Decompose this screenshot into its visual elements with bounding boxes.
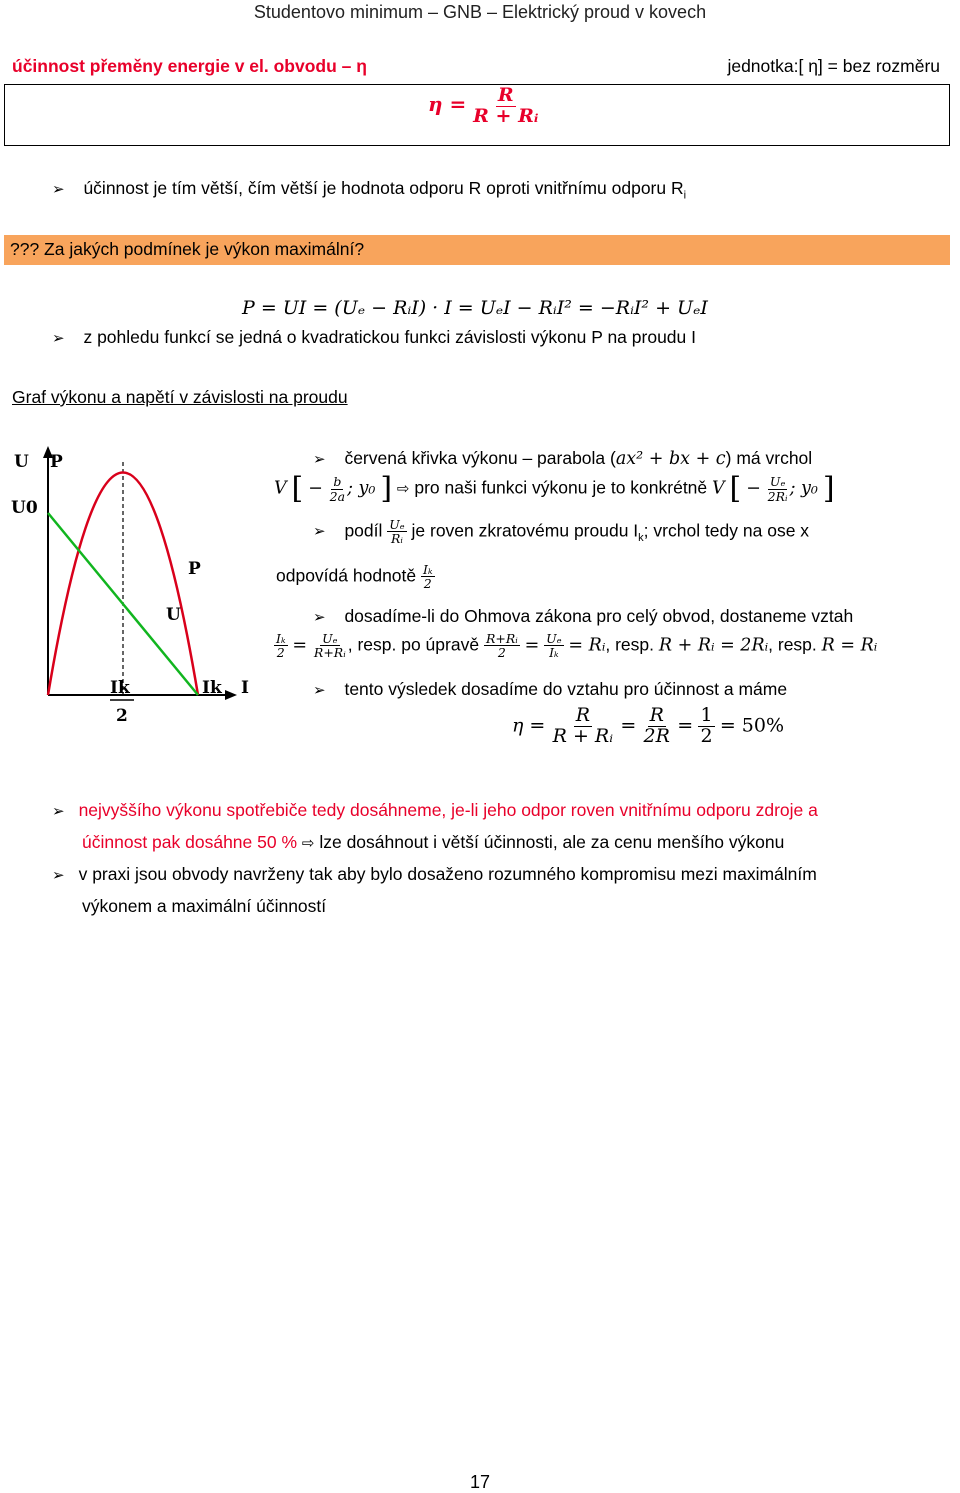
r-l6-f3d: 2 <box>497 645 506 661</box>
arrow-bullet-icon: ➢ <box>52 330 65 347</box>
r-l6-m2: R + Rᵢ = 2Rᵢ <box>658 635 769 656</box>
r-l3-num: Uₑ <box>389 517 405 532</box>
r-l2-V2: V <box>712 478 725 499</box>
r-l2-b: b <box>333 474 342 490</box>
formula-fraction <box>471 86 540 127</box>
b2-l2: výkonem a maximální účinností <box>82 896 327 916</box>
r-l2-V: V <box>274 478 287 499</box>
r-l6-f3n: R+Rᵢ <box>485 631 518 646</box>
graph-heading: Graf výkonu a napětí v závislosti na proudu <box>12 387 348 407</box>
r-l6-f1 <box>274 632 288 659</box>
right-line-ohm <box>313 606 853 627</box>
efficiency-formula <box>428 86 540 127</box>
efficiency-unit: jednotka:[ η] = bez rozměru <box>727 56 940 76</box>
r-l4-num: Iₖ <box>423 562 433 577</box>
r-l8-f2 <box>642 706 672 747</box>
r-l2-frac <box>328 475 347 502</box>
r-l3b: je roven zkratovému proudu I <box>411 520 639 541</box>
r-l2-y0b: ; y₀ <box>789 478 818 499</box>
r-l3a: podíl <box>344 520 388 541</box>
bottom-bullet-max-power <box>52 795 818 921</box>
arrow-bullet-icon: ➢ <box>313 451 326 468</box>
r-l8-f3 <box>698 706 714 747</box>
r-l8-f1 <box>551 706 615 747</box>
r-l5: dosadíme-li do Ohmova zákona pro celý obvod, dostaneme vztah <box>344 606 854 626</box>
bracket-close: ] <box>380 471 393 506</box>
r-l6-eq: = <box>292 635 308 656</box>
graph-label-u: U <box>14 452 29 472</box>
graph-label-p: P <box>50 452 63 472</box>
graph-label-ik-half-num: Ik <box>110 678 130 698</box>
bracket-close-2: ] <box>822 471 835 506</box>
bracket-open-2: [ <box>729 471 742 506</box>
question-text: ??? Za jakých podmínek je výkon maximální? <box>10 239 365 259</box>
r-l1m: ax² + bx + c <box>615 449 726 469</box>
efficiency-heading: účinnost přeměny energie v el. obvodu – η <box>12 56 367 76</box>
r-l6-f4n: Uₑ <box>546 631 562 646</box>
r-l8-f2n: R <box>649 704 664 726</box>
right-line-parabola <box>313 448 812 469</box>
r-l4a: odpovídá hodnotě <box>276 565 421 586</box>
graph-label-u-line: U <box>166 605 181 625</box>
b2-l1: v praxi jsou obvody navrženy tak aby bylo dosaženo rozumného kompromisu mezi maximálním <box>78 864 817 884</box>
power-equation: P = UI = (Uₑ − RᵢI) · I = UₑI − RᵢI² = −RᵢI² + UₑI <box>242 297 708 319</box>
arrow-bullet-icon: ➢ <box>313 682 326 699</box>
b1-rest: lze dosáhnout i větší účinnosti, ale za cenu menšího výkonu <box>314 832 785 852</box>
minus-sign: − <box>308 478 323 499</box>
bullet-quadratic-text: z pohledu funkcí se jedná o kvadratickou funkci závislosti výkonu P na proudu I <box>83 327 696 347</box>
r-l6-f1d: 2 <box>276 645 285 661</box>
r-l2-text: pro naši funkci výkonu je to konkrétně <box>409 477 713 498</box>
arrow-bullet-icon: ➢ <box>52 181 65 198</box>
r-l2-frac2 <box>766 475 790 502</box>
formula-lhs: η = <box>428 92 467 117</box>
bullet-efficiency-text: účinnost je tím větší, čím větší je hodnota odporu R oproti vnitřnímu odporu R <box>83 178 684 198</box>
r-l8-f1d: R + Rᵢ <box>552 724 614 747</box>
graph-label-u0: U0 <box>11 498 38 518</box>
arrow-bullet-icon: ➢ <box>313 609 326 626</box>
r-l1a: červená křivka výkonu – parabola ( <box>344 448 616 468</box>
arrow-bullet-icon: ➢ <box>52 803 65 820</box>
r-l3-frac <box>387 518 406 545</box>
r-l7: tento výsledek dosadíme do vztahu pro účinnost a máme <box>344 679 788 699</box>
r-l2-y0: ; y₀ <box>347 478 376 499</box>
page-header: Studentovo minimum – GNB – Elektrický proud v kovech <box>253 2 707 22</box>
r-l8-eq1: = <box>620 714 637 737</box>
graph-label-i: I <box>241 678 249 698</box>
right-line-ratio <box>313 518 809 545</box>
r-l8-f2d: 2R <box>643 724 670 747</box>
r-l6-t1: , resp. po úpravě <box>347 634 484 655</box>
r-l3-sub: k <box>638 531 644 544</box>
r-l6-f4 <box>544 632 563 659</box>
graph-label-ik: Ik <box>202 678 222 698</box>
r-l1b: ) má vrchol <box>725 448 813 468</box>
r-l6-t3: , resp. <box>768 634 822 655</box>
arrow-bullet-icon: ➢ <box>52 867 65 884</box>
implies-arrow-icon: ⇨ <box>396 480 410 498</box>
page-number: 17 <box>469 1472 491 1492</box>
bullet-efficiency <box>52 178 686 202</box>
r-l8-f1n: R <box>575 704 590 726</box>
right-line-value <box>276 563 435 590</box>
r-l6-t2: , resp. <box>605 634 659 655</box>
r-l6-f3 <box>484 632 520 659</box>
x-axis-arrow-icon <box>225 690 237 700</box>
r-l8-eta: η = <box>512 714 546 737</box>
r-l2-2a: 2a <box>329 488 346 504</box>
bullet-quadratic <box>52 327 696 348</box>
b1-red: nejvyššího výkonu spotřebiče tedy dosáhneme, je-li jeho odpor roven vnitřnímu odporu zdroje a <box>78 800 818 820</box>
r-l8-end: = 50% <box>719 714 785 737</box>
r-l2-2ri: 2Rᵢ <box>767 488 788 504</box>
r-l6-f2 <box>312 632 348 659</box>
bullet-efficiency-sub: i <box>683 189 687 202</box>
right-line-vertex <box>274 471 835 506</box>
power-voltage-graph <box>6 440 270 740</box>
r-l8-eq2: = <box>677 714 694 737</box>
r-l3-den: Rᵢ <box>390 531 403 547</box>
r-l3c: ; vrchol tedy na ose x <box>643 520 810 541</box>
arrow-bullet-icon: ➢ <box>313 523 326 541</box>
r-l4-den: 2 <box>423 576 432 592</box>
formula-num: R <box>497 84 514 106</box>
formula-den: R + Rᵢ <box>473 104 539 127</box>
b1-red2: účinnost pak dosáhne 50 % <box>82 832 298 852</box>
r-l4-frac <box>421 563 435 590</box>
minus-sign-2: − <box>746 478 761 499</box>
implies-arrow-icon: ⇨ <box>301 835 315 852</box>
r-l2-ue: Uₑ <box>769 474 786 490</box>
r-l6-eq2: = <box>524 635 540 656</box>
right-line-substitute <box>313 679 787 700</box>
r-l6-m3: R = Rᵢ <box>821 635 878 656</box>
r-l8-f3n: 1 <box>700 704 713 726</box>
r-l8-f3d: 2 <box>700 724 713 747</box>
right-line-result <box>512 706 784 747</box>
graph-label-ik-half-den: 2 <box>116 706 128 726</box>
r-l6-f2n: Uₑ <box>322 631 338 646</box>
r-l6-f4d: Iₖ <box>549 645 559 661</box>
right-line-derivation <box>274 632 877 659</box>
r-l6-f2d: R+Rᵢ <box>313 645 346 661</box>
bracket-open: [ <box>291 471 304 506</box>
graph-label-p-curve: P <box>188 559 201 579</box>
r-l6-f1n: Iₖ <box>276 631 286 646</box>
r-l6-m1: = Rᵢ <box>568 635 606 656</box>
